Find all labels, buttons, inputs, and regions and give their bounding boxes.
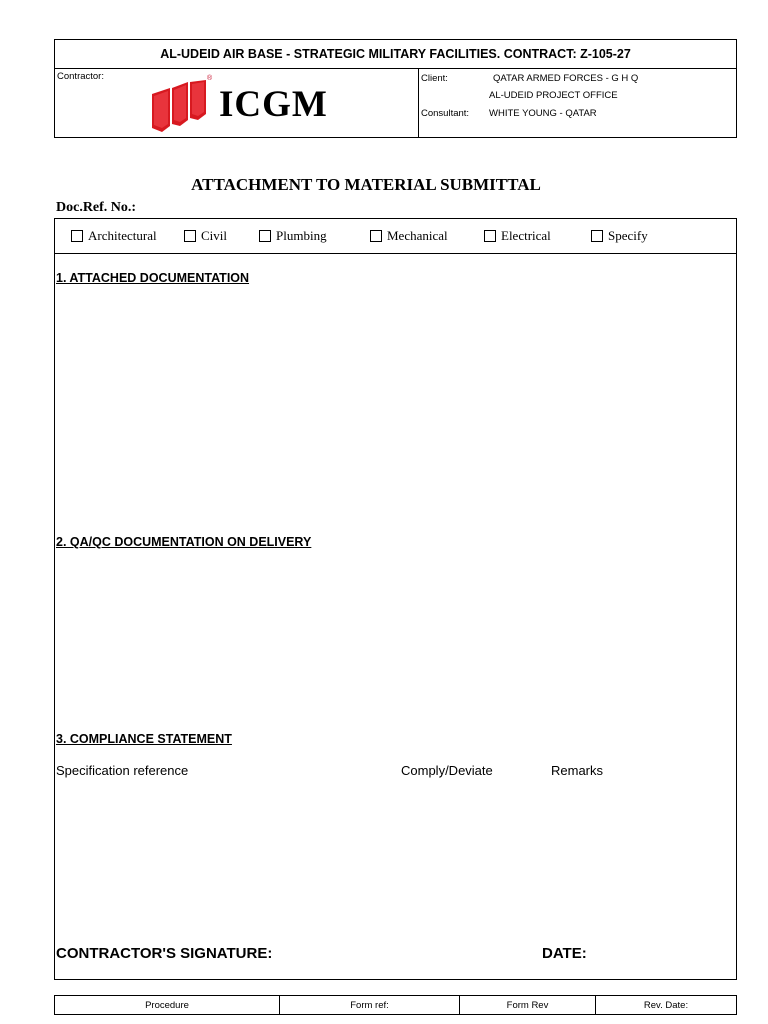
checkbox-plumbing[interactable] (259, 230, 271, 242)
discipline-label: Electrical (501, 228, 551, 243)
date-label: DATE: (542, 945, 587, 962)
form-body (54, 218, 737, 980)
checkbox-electrical[interactable] (484, 230, 496, 242)
discipline-electrical[interactable] (484, 228, 551, 244)
discipline-label: Civil (201, 228, 228, 243)
logo-text: ICGM (219, 84, 328, 125)
discipline-label: Mechanical (387, 228, 448, 243)
contractor-label: Contractor: (57, 71, 104, 82)
section-compliance-statement: 3. COMPLIANCE STATEMENT (56, 732, 232, 746)
contractor-signature-label: CONTRACTOR'S SIGNATURE: (56, 945, 273, 962)
discipline-label: Specify (608, 228, 648, 243)
column-remarks: Remarks (551, 763, 604, 778)
discipline-plumbing[interactable] (259, 228, 327, 244)
checkbox-specify[interactable] (591, 230, 603, 242)
icgm-logo-icon (150, 80, 208, 134)
client-office: AL-UDEID PROJECT OFFICE (489, 90, 618, 101)
column-comply-deviate: Comply/Deviate (401, 763, 493, 778)
client-label: Client: (421, 73, 448, 84)
consultant-label: Consultant: (421, 108, 470, 119)
consultant-name: WHITE YOUNG - QATAR (489, 108, 597, 119)
column-spec-reference: Specification reference (56, 763, 189, 778)
footer-form-ref: Form ref: (280, 996, 460, 1014)
discipline-mechanical[interactable] (370, 228, 448, 244)
footer-form-rev: Form Rev (460, 996, 596, 1014)
discipline-label: Plumbing (276, 228, 327, 243)
registered-mark: ® (207, 75, 213, 82)
header-divider (418, 69, 419, 138)
checkbox-architectural[interactable] (71, 230, 83, 242)
checkbox-mechanical[interactable] (370, 230, 382, 242)
footer-rev-date: Rev. Date: (643, 999, 689, 1011)
discipline-label: Architectural (88, 228, 157, 243)
discipline-row-divider (54, 253, 737, 254)
docref-label: Doc.Ref. No.: (56, 200, 137, 215)
section-attached-documentation: 1. ATTACHED DOCUMENTATION (56, 271, 250, 285)
footer-procedure: Procedure (55, 996, 280, 1014)
checkbox-civil[interactable] (184, 230, 196, 242)
project-title: AL-UDEID AIR BASE - STRATEGIC MILITARY FACILITIES. CONTRACT: Z-105-27 (54, 39, 737, 69)
discipline-civil[interactable] (184, 228, 227, 244)
client-name: QATAR ARMED FORCES - G H Q (493, 73, 639, 84)
discipline-architectural[interactable] (71, 228, 157, 244)
document-title: ATTACHMENT TO MATERIAL SUBMITTAL (191, 175, 541, 194)
discipline-specify[interactable] (591, 228, 648, 244)
section-qaqc-documentation: 2. QA/QC DOCUMENTATION ON DELIVERY (56, 535, 312, 549)
footer-table (54, 995, 737, 1015)
